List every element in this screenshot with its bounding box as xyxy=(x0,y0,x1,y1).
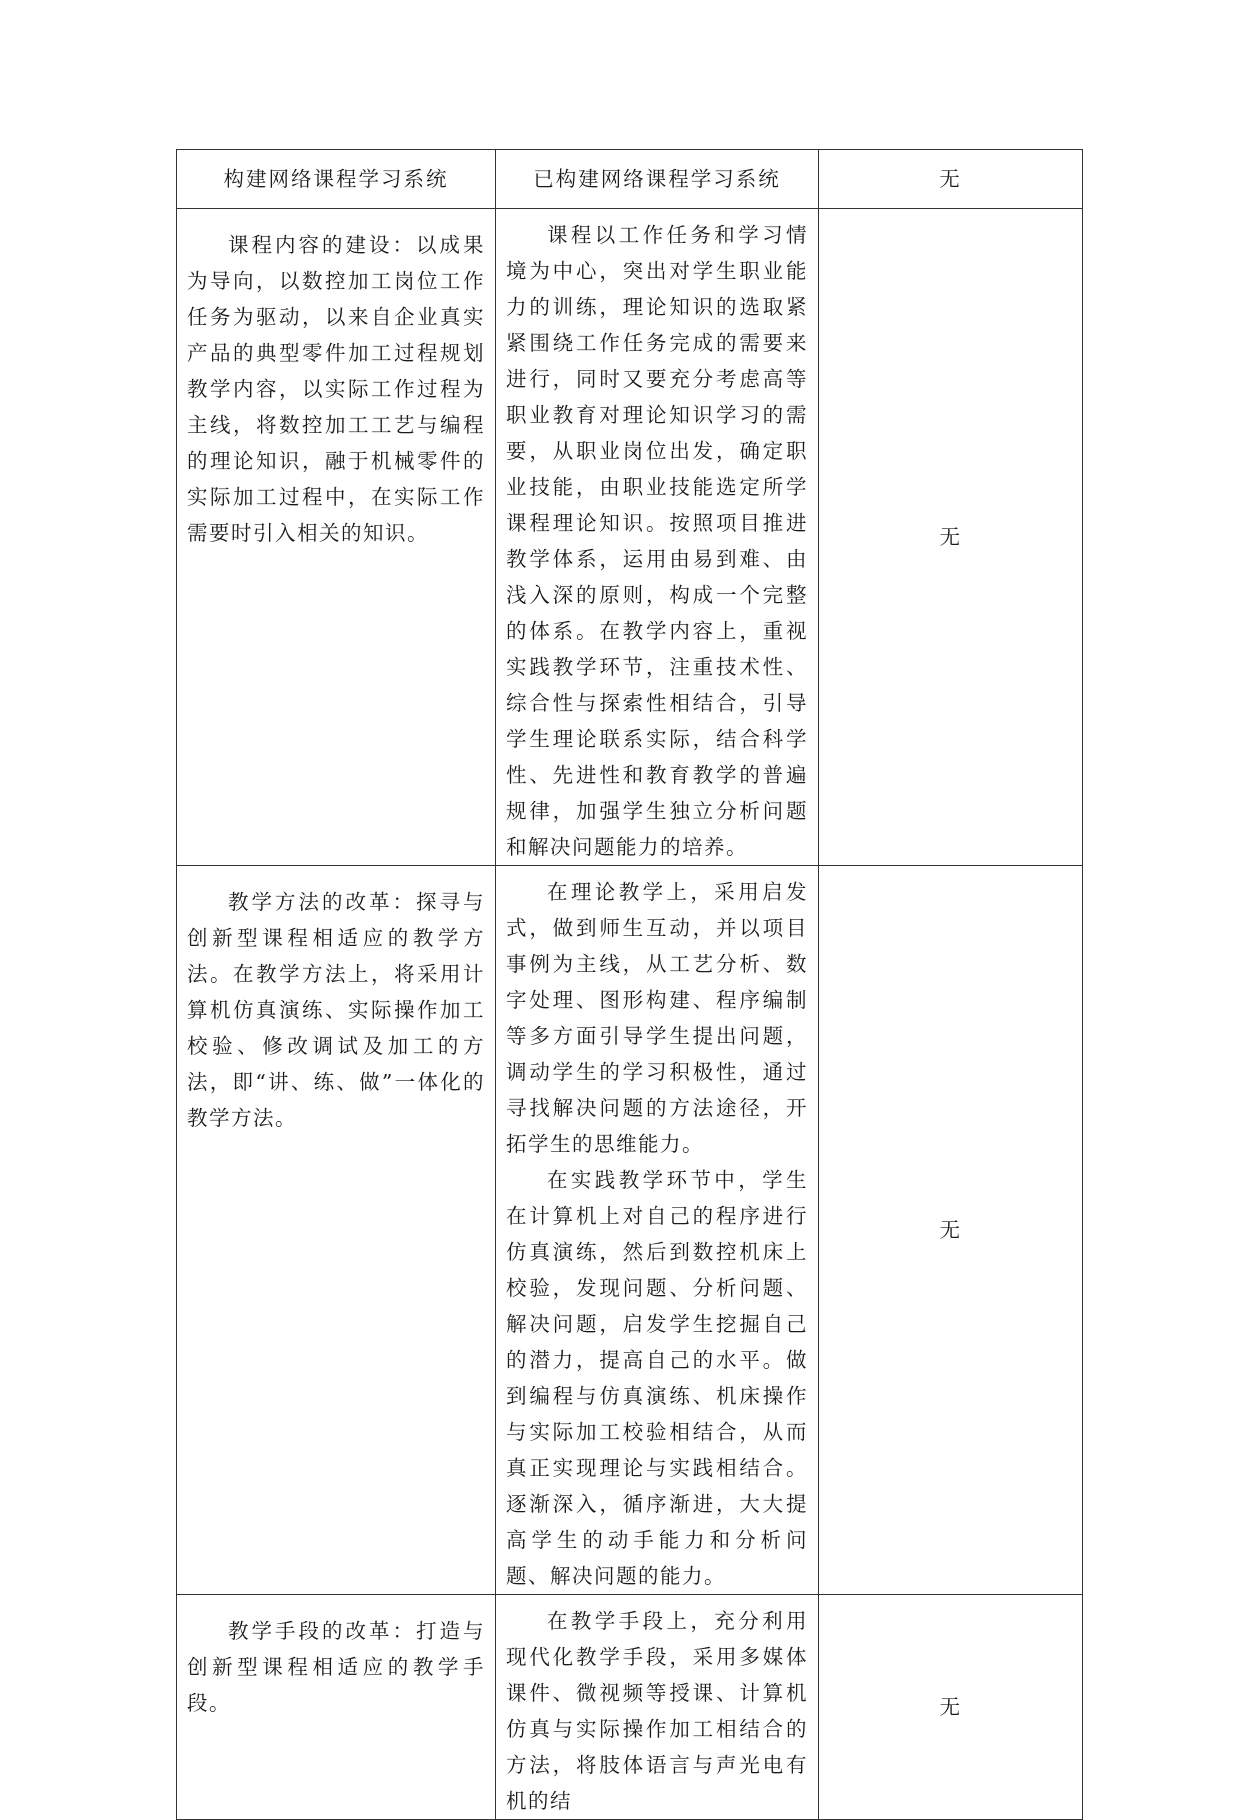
reform-table xyxy=(176,149,1083,1820)
table-row xyxy=(177,209,1083,866)
plan-cell xyxy=(177,1595,496,1820)
plan-text: 教学方法的改革：探寻与创新型课程相适应的教学方法。在教学方法上，将采用计算机仿真演练、实际操作加工校验、修改调试及加工的方法，即“讲、练、做”一体化的教学方法。 xyxy=(187,890,485,1130)
progress-cell xyxy=(496,1595,819,1820)
progress-paragraph: 在教学手段上，充分利用现代化教学手段，采用多媒体课件、微视频等授课、计算机仿真与实际操作加工相结合的方法，将肢体语言与声光电有机的结 xyxy=(506,1609,808,1813)
header-cell-note: 无 xyxy=(819,150,1083,209)
progress-cell xyxy=(496,866,819,1595)
table-row xyxy=(177,866,1083,1595)
progress-paragraph: 在理论教学上，采用启发式，做到师生互动，并以项目事例为主线，从工艺分析、数字处理、图形构建、程序编制等多方面引导学生提出问题，调动学生的学习积极性，通过寻找解决问题的方法途径，开拓学生的思维能力。 xyxy=(506,880,808,1156)
plan-cell xyxy=(177,209,496,866)
progress-cell xyxy=(496,209,819,866)
note-cell: 无 xyxy=(819,1595,1083,1820)
header-cell-progress: 已构建网络课程学习系统 xyxy=(496,150,819,209)
table-row xyxy=(177,1595,1083,1820)
plan-cell xyxy=(177,866,496,1595)
table-header-row xyxy=(177,150,1083,209)
progress-paragraph: 课程以工作任务和学习情境为中心，突出对学生职业能力的训练，理论知识的选取紧紧围绕工作任务完成的需要来进行，同时又要充分考虑高等职业教育对理论知识学习的需要，从职业岗位出发，确定职业技能，由职业技能选定所学课程理论知识。按照项目推进教学体系，运用由易到难、由浅入深的原则，构成一个完整的体系。在教学内容上，重视实践教学环节，注重技术性、综合性与探索性相结合，引导学生理论联系实际，结合科学性、先进性和教育教学的普遍规律，加强学生独立分析问题和解决问题能力的培养。 xyxy=(506,223,808,859)
note-cell: 无 xyxy=(819,209,1083,866)
header-cell-plan: 构建网络课程学习系统 xyxy=(177,150,496,209)
note-cell: 无 xyxy=(819,866,1083,1595)
plan-text: 课程内容的建设：以成果为导向，以数控加工岗位工作任务为驱动，以来自企业真实产品的典型零件加工过程规划教学内容，以实际工作过程为主线，将数控加工工艺与编程的理论知识，融于机械零件的实际加工过程中，在实际工作需要时引入相关的知识。 xyxy=(187,233,485,545)
progress-paragraph: 在实践教学环节中，学生在计算机上对自己的程序进行仿真演练，然后到数控机床上校验，发现问题、分析问题、解决问题，启发学生挖掘自己的潜力，提高自己的水平。做到编程与仿真演练、机床操作与实际加工校验相结合，从而真正实现理论与实践相结合。逐渐深入，循序渐进，大大提高学生的动手能力和分析问题、解决问题的能力。 xyxy=(506,1168,808,1588)
plan-text: 教学手段的改革：打造与创新型课程相适应的教学手段。 xyxy=(187,1619,485,1715)
